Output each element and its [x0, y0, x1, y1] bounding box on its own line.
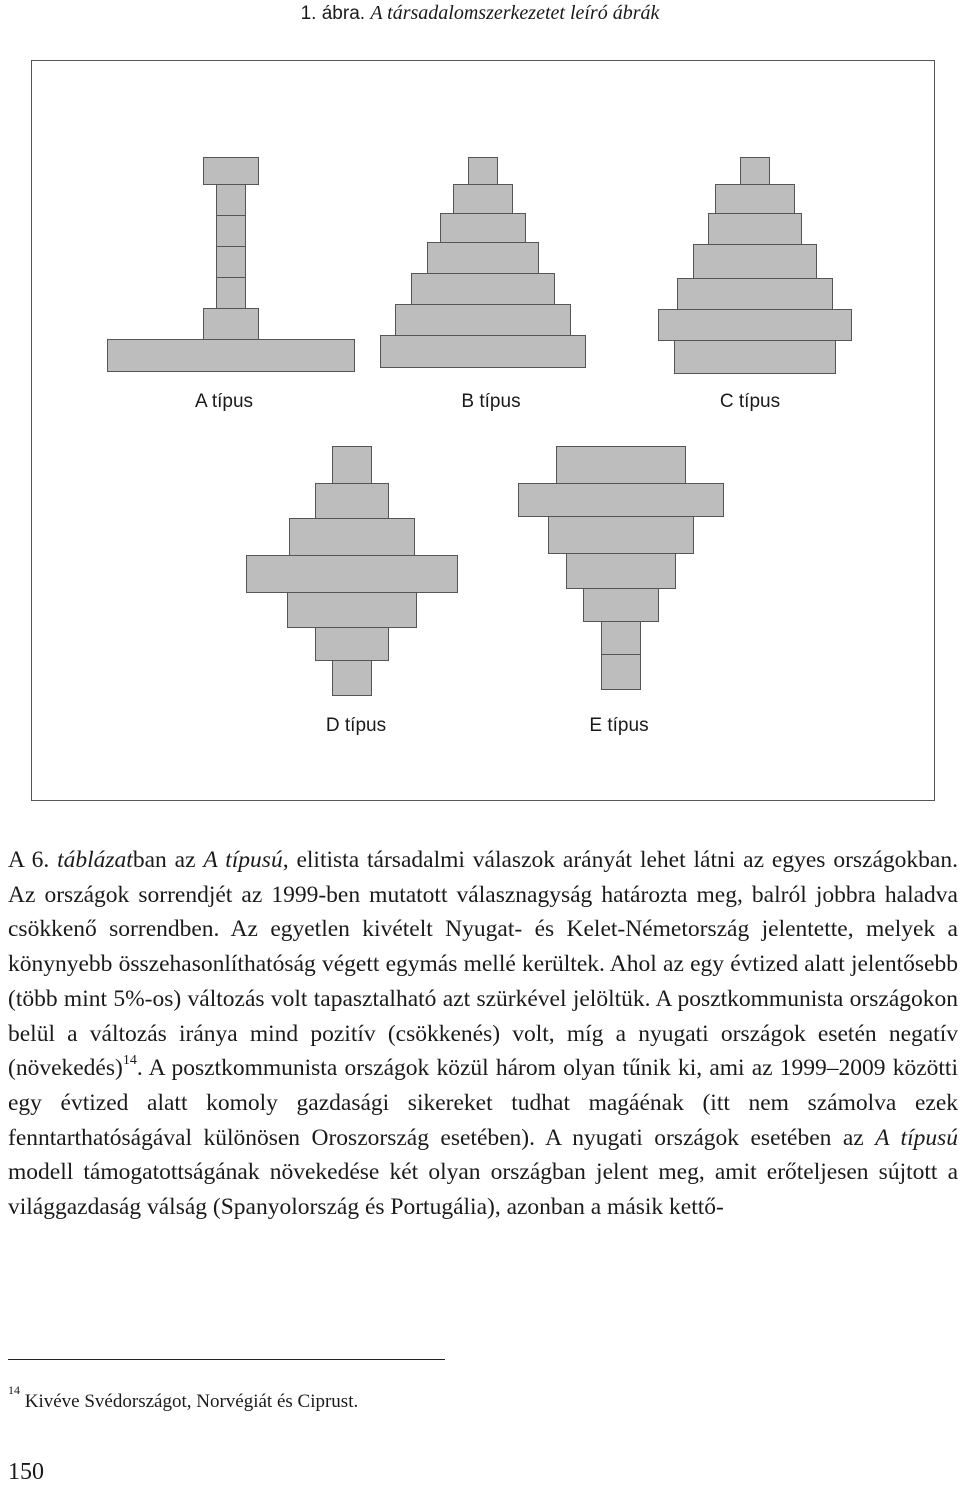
type-reference: A típusú: [203, 847, 283, 873]
pyramid-d-bar-6: [315, 627, 389, 661]
pyramid-d-bar-5: [287, 592, 417, 628]
text-run: ban az: [132, 847, 204, 873]
footnote-divider: [8, 1359, 445, 1360]
pyramid-d-bar-7: [332, 660, 372, 696]
page-number: 150: [8, 1459, 44, 1485]
pyramid-b-bar-6: [395, 304, 571, 336]
pyramid-b-bar-2: [453, 184, 513, 214]
pyramid-e-bar-7: [601, 654, 641, 690]
table-reference: táblázat: [57, 847, 133, 873]
pyramid-e-bar-2: [518, 483, 724, 517]
pyramid-d-bar-1: [332, 446, 372, 484]
footnote-number: 14: [8, 1382, 20, 1397]
text-run: A 6.: [8, 847, 58, 873]
type-reference: A típusú: [875, 1124, 958, 1151]
footnote: [8, 1382, 359, 1414]
pyramid-b-bar-3: [440, 213, 526, 243]
footnote-text: Kivéve Svédországot, Norvégiát és Ciprust.: [20, 1391, 359, 1412]
pyramid-c-bar-1: [740, 157, 770, 185]
pyramid-b-bar-1: [468, 157, 498, 185]
figure-caption: [0, 0, 960, 26]
text-run: , elitista társadalmi válaszok arányát lehet látni az egyes országokban. Az országok sorrendjét az 1999-ben mutatott válasznagyság határozta meg, balról jobbra haladva csökkenő sorrendben. Az egyetlen kivételt Nyugat- és Kelet-Németország jelentette, melyek a könynyebb összehasonlíthatóság végett egymás mellé kerültek. Ahol az egy évtized alatt jelentősebb (több mint 5%-os) változás volt tapasztalható azt szürkével jelöltük. A posztkommunista országokon belül a változás iránya mind pozitív (csökkenés) volt, míg a nyugati országok esetén negatív (növekedés): [8, 847, 958, 1082]
text-run: modell támogatottságának növekedése két olyan országban jelent meg, amit erőteljesen sújtott a világgazdaság válság (Spanyolország és Portugália), azonban a másik kettő-: [8, 1159, 958, 1221]
text-run: . A posztkommunista országok közül három olyan tűnik ki, ami az 1999–2009 közötti egy évtized alatt komoly gazdasági sikereket tudhat magáénak (itt nem számolva ezek fenntarthatóságával különösen Oroszország esetében). A nyugati országok esetében az: [8, 1055, 958, 1151]
pyramid-e-bar-1: [556, 446, 686, 484]
pyramid-c-bar-7: [674, 340, 836, 374]
pyramid-e-bar-4: [566, 553, 676, 589]
pyramid-a-bar-2: [216, 184, 246, 216]
pyramid-a-bar-7: [107, 339, 355, 372]
pyramid-a-bar-6: [203, 308, 259, 340]
pyramid-c-bar-4: [693, 244, 817, 279]
pyramid-e-bar-3: [548, 516, 694, 554]
pyramid-a-bar-1: [203, 157, 259, 185]
type-label-e: E típus: [589, 715, 649, 736]
pyramid-b-bar-4: [427, 242, 539, 274]
footnote-reference: 14: [122, 1053, 137, 1069]
pyramid-b-bar-5: [411, 273, 555, 305]
pyramid-c-bar-3: [708, 213, 802, 245]
pyramid-d-bar-4: [246, 555, 458, 593]
pyramid-e-bar-6: [601, 621, 641, 655]
type-label-b: B típus: [461, 391, 521, 412]
pyramid-c-bar-6: [658, 309, 852, 341]
pyramid-c-bar-5: [677, 278, 833, 310]
figure-title: A társadalomszerkezetet leíró ábrák: [370, 2, 660, 24]
type-label-d: D típus: [325, 715, 387, 736]
type-label-c: C típus: [719, 391, 781, 412]
pyramid-a-bar-5: [216, 277, 246, 309]
pyramid-b-bar-7: [380, 335, 586, 368]
pyramid-c-bar-2: [715, 184, 795, 214]
type-label-a: A típus: [194, 391, 254, 412]
body-paragraph: [8, 843, 958, 1225]
figure-number: 1. ábra.: [300, 3, 366, 24]
pyramid-a-bar-4: [216, 246, 246, 278]
pyramid-a-bar-3: [216, 215, 246, 247]
pyramid-d-bar-3: [289, 518, 415, 556]
pyramid-e-bar-5: [583, 588, 659, 622]
pyramid-d-bar-2: [315, 483, 389, 519]
